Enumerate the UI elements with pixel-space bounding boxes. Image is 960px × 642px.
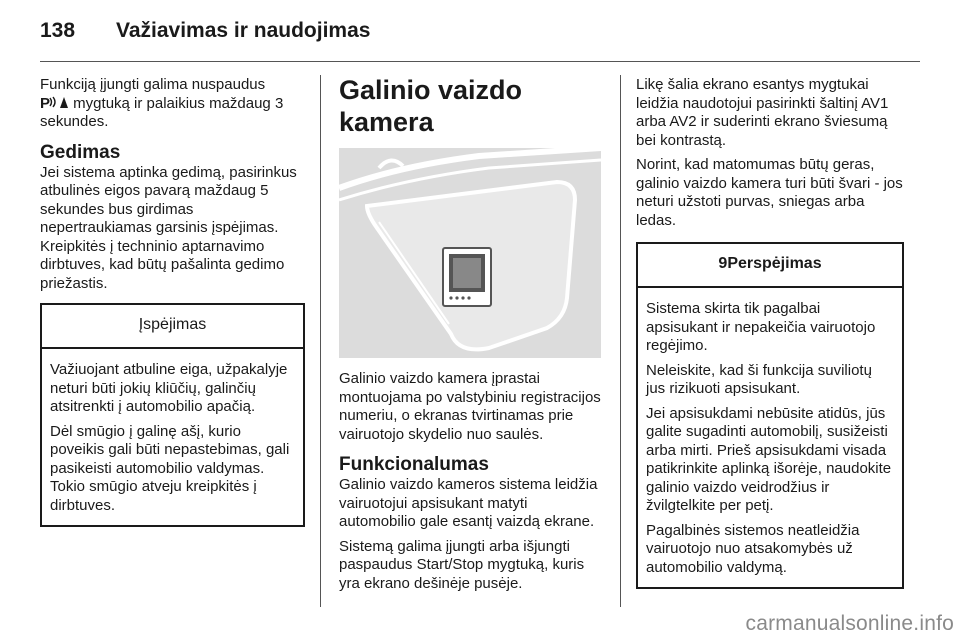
notice-paragraph: Važiuojant atbuline eiga, užpakalyje neturi būti jokių kliūčių, galinčių atsitrenkti į automobilio apačią.: [50, 361, 288, 415]
functionality-paragraph: Sistemą galima įjungti arba išjungti paspaudus Start/Stop mygtuką, kuris yra ekrano dešinėje pusėje.: [339, 537, 585, 592]
illustration-caption: Galinio vaizdo kamera įprastai montuojama po valstybiniu registracijos numeriu, o ekranas tvirtinamas prie vairuotojo skydelio nuo saulės.: [339, 370, 601, 443]
cleanliness-paragraph: Norint, kad matomumas būtų geras, galinio vaizdo kamera turi būti švari - jos neturi užstoti purvas, sniegas arba ledas.: [636, 156, 903, 229]
warning-title: Perspėjimas: [727, 255, 822, 272]
sun-visor-icon: [339, 148, 601, 358]
faults-text: Jei sistema aptinka gedimą, pasirinkus atbulinės eigos pavarą maždaug 5 sekundes bus girdimas nepertraukiamas garsinis įspėjimas. Kreipkitės į techninio aptarnavimo dirbtuves, kad būtų pašalinta gedimo priežastis.: [40, 163, 297, 292]
column-divider-right: [620, 75, 621, 607]
intro-text-start: Funkciją įjungti galima nuspaudus: [40, 76, 266, 93]
intro-text-end: mygtuką ir palaikius maždaug 3 sekundes.: [40, 94, 284, 130]
notice-paragraph: Dėl smūgio į galinę ašį, kurio poveikis gali būti nepastebimas, gali pasikeisti automobilio valdymas. Tokio smūgio atveju kreipkitės į dirbtuves.: [50, 422, 290, 514]
notice-body: [42, 349, 303, 525]
warning-header: [638, 244, 902, 288]
page-header: [40, 16, 920, 46]
functionality-heading: Funkcionalumas: [339, 454, 489, 475]
warning-body: [638, 288, 902, 587]
header-divider: [40, 61, 920, 62]
warning-paragraph: Neleiskite, kad ši funkcija suviliotų jus rizikuoti apsisukant.: [646, 361, 872, 397]
intro-paragraph: [40, 76, 305, 132]
page-title: Važiavimas ir naudojimas: [116, 19, 371, 42]
warning-paragraph: Jei apsisukdami nebūsite atidūs, jūs galite sugadinti automobilį, susižeisti arba mirti. Prieš apsisukdami visada patikrinkite aplinką išorėje, naudokite galinio vaizdo veidrodžius ir žvilgtelkite per petį.: [646, 404, 892, 514]
column-divider-left: [320, 75, 321, 607]
notice-title: Įspėjimas: [42, 305, 303, 349]
buttons-paragraph: Likę šalia ekrano esantys mygtukai leidžia naudotojui pasirinkti šaltinį AV1 arba AV2 ir suderinti ekrano šviesumą bei kontrastą.: [636, 76, 889, 149]
middle-column: [339, 76, 604, 599]
functionality-paragraph: Galinio vaizdo kameros sistema leidžia vairuotojui apsisukant matyti automobilio gale esantį vaizdą ekrane.: [339, 476, 598, 530]
notice-box: [40, 303, 305, 527]
watermark: carmanualsonline.info: [745, 612, 954, 635]
warning-paragraph: Sistema skirta tik pagalbai apsisukant ir nepakeičia vairuotojo regėjimo.: [646, 300, 876, 354]
right-column: [636, 76, 904, 589]
section-heading: Galinio vaizdo kamera: [339, 75, 523, 137]
warning-paragraph: Pagalbinės sistemos neatleidžia vairuotojo nuo atsakomybės už automobilio valdymą.: [646, 521, 860, 576]
warning-icon: 9: [718, 255, 728, 272]
warning-box: [636, 242, 904, 589]
park-assist-icon: P: [40, 95, 69, 112]
page-number: 138: [40, 19, 76, 42]
faults-heading: Gedimas: [40, 141, 121, 163]
left-column: [40, 76, 305, 527]
sun-visor-display-illustration: [339, 148, 601, 358]
